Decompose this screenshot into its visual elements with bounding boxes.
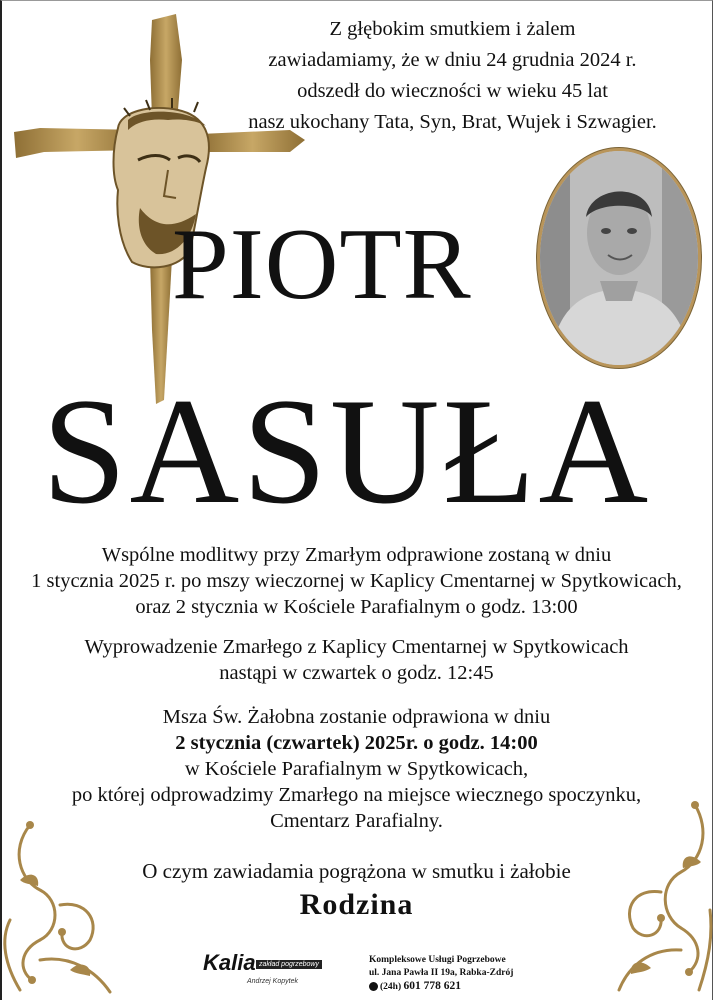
intro-line: zawiadamiamy, że w dniu 24 grudnia 2024 r. (268, 49, 637, 71)
mass-date-line: 2 stycznia (czwartek) 2025r. o godz. 14:00 (175, 732, 538, 754)
closing-line: O czym zawiadamia pogrążona w smutku i żałobie (142, 859, 571, 883)
prayers-paragraph (0, 542, 713, 620)
funeral-home-logo (195, 950, 355, 994)
logo-tagline: zakład pogrzebowy (256, 960, 322, 969)
mass-line: Cmentarz Parafialny. (270, 810, 443, 832)
procession-paragraph (0, 634, 713, 686)
intro-line: nasz ukochany Tata, Syn, Brat, Wujek i Szwagier. (248, 111, 657, 133)
intro-line: odszedł do wieczności w wieku 45 lat (297, 80, 608, 102)
prayers-line: Wspólne modlitwy przy Zmarłym odprawione zostaną w dniu (101, 544, 612, 566)
procession-line: Wyprowadzenie Zmarłego z Kaplicy Cmentarnej w Spytkowicach (84, 636, 629, 658)
family-signature: Rodzina (299, 888, 414, 921)
mass-line: po której odprowadzimy Zmarłego na miejsce wiecznego spoczynku, (71, 784, 642, 806)
prayers-line: oraz 2 stycznia w Kościele Parafialnym o godz. 13:00 (135, 596, 578, 618)
mass-line: Msza Św. Żałobna zostanie odprawiona w dniu (162, 706, 551, 728)
logo-owner: Andrzej Kopytek (247, 978, 298, 985)
procession-line: nastąpi w czwartek o godz. 12:45 (219, 662, 494, 684)
company-services: Kompleksowe Usługi Pogrzebowe (369, 955, 506, 965)
intro-announcement (215, 14, 690, 138)
logo-wordmark: Kalia (203, 950, 256, 975)
portrait-photo (537, 148, 701, 368)
phone-prefix: (24h) (380, 982, 402, 992)
company-info (369, 954, 513, 994)
mass-line: w Kościele Parafialnym w Spytkowicach, (184, 758, 529, 780)
prayers-line: 1 stycznia 2025 r. po mszy wieczornej w Kaplicy Cmentarnej w Spytkowicach, (31, 570, 682, 592)
intro-line: Z głębokim smutkiem i żalem (329, 18, 576, 40)
phone-icon (369, 982, 378, 991)
phone-number: 601 778 621 (403, 980, 461, 992)
floral-ornament-icon (615, 800, 713, 995)
company-address: ul. Jana Pawła II 19a, Rabka-Zdrój (369, 968, 514, 978)
deceased-last-name: SASUŁA (42, 367, 652, 535)
floral-ornament-icon (0, 820, 120, 995)
portrait-figure-icon (540, 151, 698, 365)
mass-paragraph (0, 704, 713, 834)
company-phone-row (369, 980, 513, 994)
deceased-first-name: PIOTR (172, 208, 472, 321)
